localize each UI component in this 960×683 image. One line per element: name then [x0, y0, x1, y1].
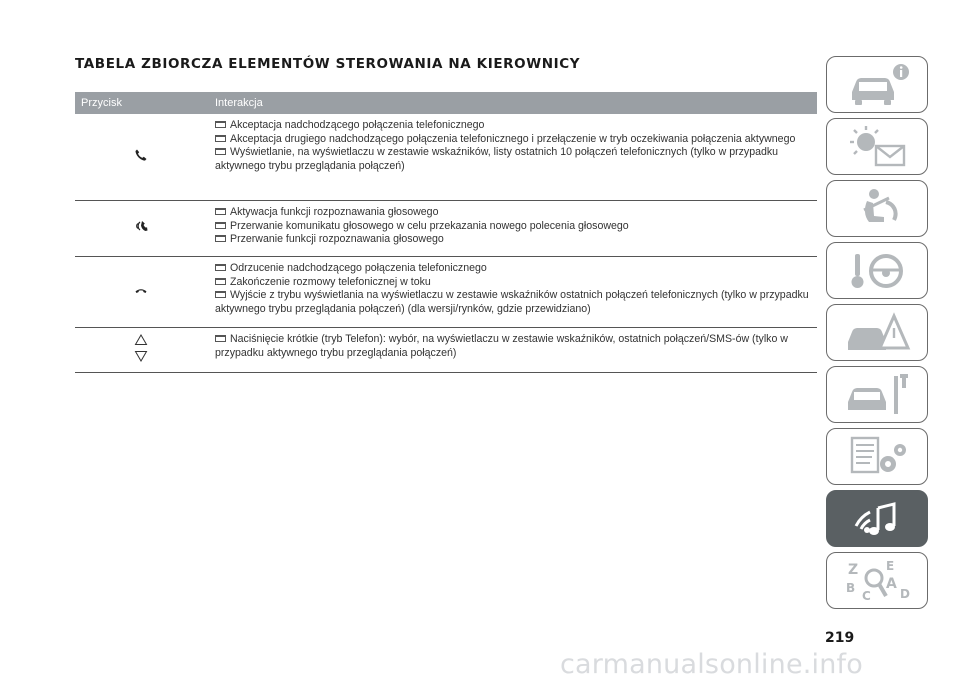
table-row [75, 328, 817, 373]
technical-data-gears-icon [842, 434, 912, 480]
bullet-icon [215, 235, 226, 242]
svg-text:E: E [886, 558, 895, 573]
bullet-icon [215, 222, 226, 229]
accident-warning-triangle-icon [842, 310, 912, 356]
interaction-cell [206, 114, 817, 200]
bullet-icon [215, 121, 226, 128]
table-row [75, 257, 817, 328]
list-item: Naciśnięcie krótkie (tryb Telefon): wybór, na wyświetlaczu w zestawie wskaźników, ostatnich połączeń/SMS-ów (tylko w przypadku aktywnego trybu przeglądania połączeń) [215, 333, 788, 359]
svg-text:C: C [862, 588, 871, 603]
tab-multimedia[interactable] [826, 490, 928, 547]
car-service-tools-icon [842, 372, 912, 418]
list-item: Wyświetlanie, na wyświetlaczu w zestawie wskaźników, listy ostatnich 10 połączeń telefonicznych (tylko w przypadku aktywnego trybu przeglądania połączeń) [215, 146, 779, 172]
tab-warning-lights[interactable] [826, 118, 928, 175]
bullet-icon [215, 208, 226, 215]
tab-accident[interactable] [826, 304, 928, 361]
list-item: Akceptacja drugiego nadchodzącego połączenia telefonicznego i przełączenie w tryb oczekiwania połączenia aktywnego [215, 133, 813, 147]
svg-text:A: A [886, 575, 897, 592]
table-header [75, 92, 817, 114]
bullet-icon [215, 148, 226, 155]
svg-text:Z: Z [848, 561, 859, 578]
list-item: Zakończenie rozmowy telefonicznej w toku [215, 276, 813, 290]
list-item: Odrzucenie nadchodzącego połączenia telefonicznego [215, 262, 813, 276]
svg-text:B: B [846, 580, 856, 595]
header-button: Przycisk [81, 97, 122, 109]
tab-seat-airbag[interactable] [826, 180, 928, 237]
interaction-cell [206, 201, 817, 256]
alphabetical-index-search-icon [842, 558, 912, 604]
svg-text:D: D [900, 586, 910, 601]
watermark: carmanualsonline.info [560, 649, 863, 680]
seat-airbag-icon [842, 186, 912, 232]
car-info-icon [842, 62, 912, 108]
warning-lights-message-icon [842, 124, 912, 170]
tab-car-info[interactable] [826, 56, 928, 113]
bullet-icon [215, 264, 226, 271]
table-row [75, 114, 817, 201]
tab-technical-data[interactable] [826, 428, 928, 485]
voice-command-icon [134, 219, 148, 238]
bullet-icon [215, 335, 226, 342]
steering-controls-table [75, 92, 817, 373]
list-item: Akceptacja nadchodzącego połączenia telefonicznego [215, 119, 813, 133]
page-title: TABELA ZBIORCZA ELEMENTÓW STEROWANIA NA KIEROWNICY [75, 56, 581, 72]
tab-key-steering[interactable] [826, 242, 928, 299]
bullet-icon [215, 278, 226, 285]
list-item: Przerwanie komunikatu głosowego w celu przekazania nowego polecenia głosowego [215, 220, 813, 234]
tab-service[interactable] [826, 366, 928, 423]
tab-index[interactable] [826, 552, 928, 609]
bullet-icon [215, 135, 226, 142]
phone-accept-icon [134, 148, 148, 167]
interaction-cell [206, 257, 817, 327]
multimedia-signal-music-icon [842, 496, 912, 542]
bullet-icon [215, 291, 226, 298]
header-interaction: Interakcja [215, 97, 263, 109]
interaction-cell [206, 328, 817, 372]
list-item: Przerwanie funkcji rozpoznawania głosowego [215, 233, 813, 247]
up-down-arrows-icon [134, 333, 148, 368]
table-row [75, 201, 817, 257]
page-number: 219 [825, 630, 855, 646]
list-item: Aktywacja funkcji rozpoznawania głosowego [215, 206, 813, 220]
phone-hangup-icon [134, 283, 148, 302]
list-item: Wyjście z trybu wyświetlania na wyświetlaczu w zestawie wskaźników ostatnich połączeń telefonicznych (tylko w przypadku aktywnego trybu przeglądania połączeń) (dla wersji/rynków, gdzie przewidziano) [215, 289, 809, 315]
key-steering-wheel-icon [842, 248, 912, 294]
